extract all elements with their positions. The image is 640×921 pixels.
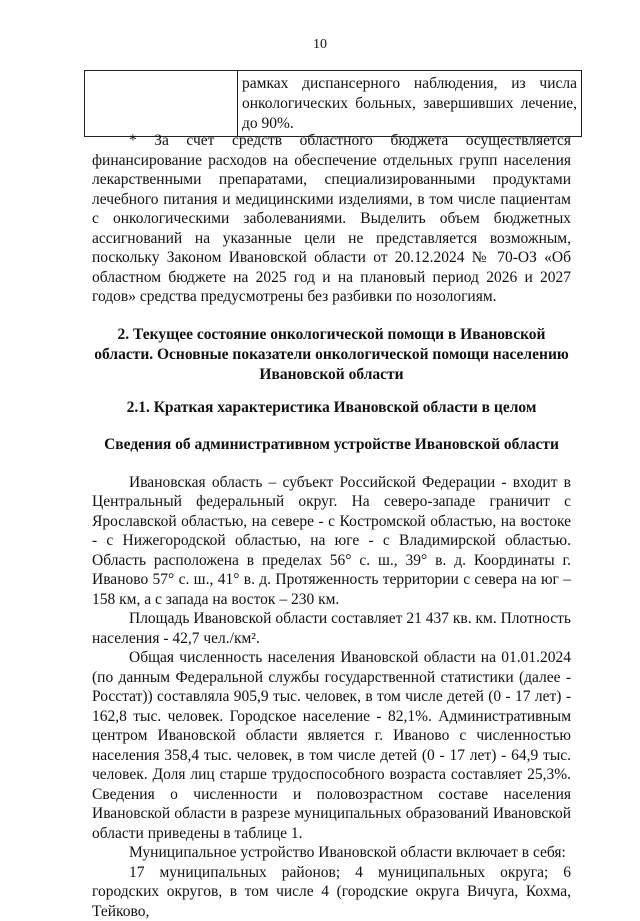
table-cell-text: рамках диспансерного наблюдения, из числа онкологических больных, завершивших лечение, до 90%. bbox=[238, 71, 582, 137]
info-heading: Сведения об административном устройстве Ивановской области bbox=[92, 435, 571, 455]
subsection-heading: 2.1. Краткая характеристика Ивановской области в целом bbox=[92, 398, 571, 418]
document-body bbox=[92, 131, 571, 921]
table-cell-empty bbox=[85, 71, 238, 137]
paragraph-borders: Ивановская область – субъект Российской Федерации - входит в Центральный федеральный округ. На северо-западе граничит с Ярославской областью, на севере - с Костромской областью, на востоке - с Нижегородской областью, на юге - с Владимирской областью. Область расположена в пределах 56° с. ш., 39° в. д. Координаты г. Иваново 57° с. ш., 41° в. д. Протяженность территории с севера на юг – 158 км, а с запада на восток – 230 км. bbox=[92, 473, 571, 610]
paragraph-area: Площадь Ивановской области составляет 21 437 кв. км. Плотность населения - 42,7 чел./км². bbox=[92, 609, 571, 648]
page-number: 10 bbox=[0, 37, 640, 53]
table-row bbox=[85, 71, 582, 137]
paragraph-population: Общая численность населения Ивановской области на 01.01.2024 (по данным Федеральной службы государственной статистики (далее - Росстат)) составляла 905,9 тыс. человек, в том числе детей (0 - 17 лет) - 162,8 тыс. человек. Городское население - 82,1%. Административным центром Ивановской области является г. Иваново с численностью населения 358,4 тыс. человек, в том числе детей (0 - 17 лет) - 64,9 тыс. человек. Доля лиц старше трудоспособного возраста составляет 25,3%. Сведения о численности и половозрастном составе населения Ивановской области в разрезе муниципальных образований Ивановской области приведены в таблице 1. bbox=[92, 648, 571, 843]
continuation-table bbox=[84, 70, 582, 137]
footnote-paragraph: * За счет средств областного бюджета осуществляется финансирование расходов на обеспечение отдельных групп населения лекарственными препаратами, специализированными продуктами лечебного питания и медицинскими изделиями, в том числе пациентам с онкологическими заболеваниями. Выделить объем бюджетных ассигнований на указанные цели не представляется возможным, поскольку Законом Ивановской области от 20.12.2024 № 70-ОЗ «Об областном бюджете на 2025 год и на плановый период 2026 и 2027 годов» средства предусмотрены без разбивки по нозологиям. bbox=[92, 131, 571, 307]
section-heading: 2. Текущее состояние онкологической помощи в Ивановской области. Основные показатели онкологической помощи населению Ивановской области bbox=[92, 325, 571, 385]
paragraph-municipal-list: 17 муниципальных районов; 4 муниципальных округа; 6 городских округов, в том числе 4 (городские округа Вичуга, Кохма, Тейково, bbox=[92, 863, 571, 921]
paragraph-municipal-intro: Муниципальное устройство Ивановской области включает в себя: bbox=[92, 843, 571, 863]
